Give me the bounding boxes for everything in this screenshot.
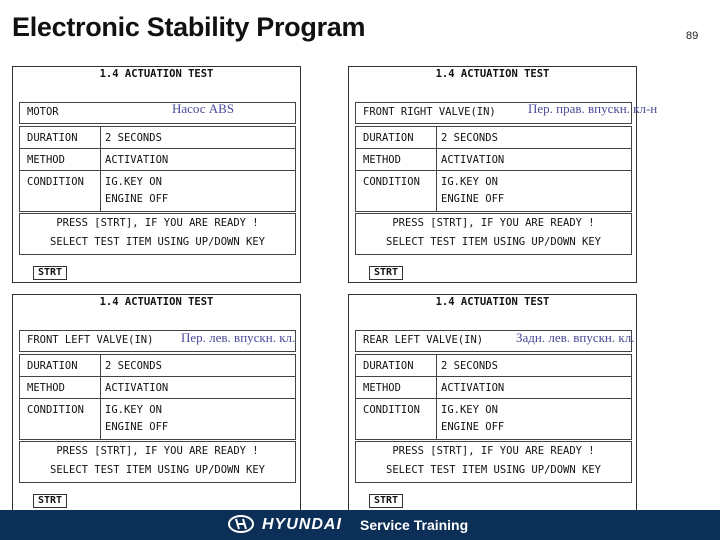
param-value: ACTIVATION bbox=[105, 154, 169, 166]
param-key: CONDITION bbox=[27, 404, 84, 416]
test-parameters-table bbox=[19, 354, 296, 440]
instruction-line-2: SELECT TEST ITEM USING UP/DOWN KEY bbox=[50, 464, 265, 476]
test-parameters-table bbox=[355, 354, 632, 440]
param-value-2: ENGINE OFF bbox=[441, 421, 505, 433]
hyundai-logo-icon bbox=[228, 515, 254, 533]
footer-brand: HYUNDAI bbox=[262, 516, 342, 533]
caption-russian: Задн. лев. впускн. кл. bbox=[516, 330, 635, 345]
param-value: 2 SECONDS bbox=[105, 132, 162, 144]
param-key: METHOD bbox=[363, 154, 401, 166]
param-value: ACTIVATION bbox=[441, 154, 505, 166]
test-item-field[interactable] bbox=[19, 102, 296, 124]
param-key: DURATION bbox=[27, 360, 78, 372]
param-value: 2 SECONDS bbox=[441, 132, 498, 144]
param-key: DURATION bbox=[363, 132, 414, 144]
caption-russian: Пер. лев. впускн. кл. bbox=[181, 330, 296, 345]
instruction-box bbox=[19, 213, 296, 255]
instruction-line-1: PRESS [STRT], IF YOU ARE READY ! bbox=[392, 217, 595, 229]
caption-russian: Пер. прав. впускн. кл-н bbox=[528, 101, 658, 116]
page-title: Electronic Stability Program bbox=[12, 12, 366, 42]
table-row bbox=[356, 127, 631, 149]
param-key: CONDITION bbox=[363, 176, 420, 188]
param-value: IG.KEY ON bbox=[105, 404, 162, 416]
table-row bbox=[356, 149, 631, 171]
param-key: DURATION bbox=[363, 360, 414, 372]
param-key: METHOD bbox=[363, 382, 401, 394]
table-row bbox=[356, 377, 631, 399]
param-value-2: ENGINE OFF bbox=[105, 421, 169, 433]
page-number: 89 bbox=[686, 30, 699, 42]
param-value: IG.KEY ON bbox=[105, 176, 162, 188]
table-row bbox=[20, 127, 295, 149]
instruction-line-2: SELECT TEST ITEM USING UP/DOWN KEY bbox=[50, 236, 265, 248]
table-row bbox=[20, 149, 295, 171]
test-item-label: REAR LEFT VALVE(IN) bbox=[363, 334, 484, 346]
table-row bbox=[20, 399, 295, 439]
test-item-label: FRONT RIGHT VALVE(IN) bbox=[363, 106, 496, 118]
param-value: IG.KEY ON bbox=[441, 404, 498, 416]
start-button[interactable]: STRT bbox=[33, 266, 67, 280]
table-row bbox=[356, 399, 631, 439]
panel-heading: 1.4 ACTUATION TEST bbox=[435, 296, 550, 308]
test-parameters-table bbox=[355, 126, 632, 212]
actuation-test-panel-front-left bbox=[12, 294, 301, 511]
param-value: ACTIVATION bbox=[441, 382, 505, 394]
table-row bbox=[20, 377, 295, 399]
param-key: METHOD bbox=[27, 154, 65, 166]
actuation-test-panel-motor bbox=[12, 66, 301, 283]
start-button[interactable]: STRT bbox=[369, 494, 403, 508]
instruction-line-1: PRESS [STRT], IF YOU ARE READY ! bbox=[392, 445, 595, 457]
actuation-test-panel-rear-left bbox=[348, 294, 637, 511]
test-parameters-table bbox=[19, 126, 296, 212]
caption-russian: Насос ABS bbox=[172, 101, 235, 116]
param-value: IG.KEY ON bbox=[441, 176, 498, 188]
param-key: DURATION bbox=[27, 132, 78, 144]
start-button[interactable]: STRT bbox=[369, 266, 403, 280]
param-value: 2 SECONDS bbox=[441, 360, 498, 372]
param-value: 2 SECONDS bbox=[105, 360, 162, 372]
instruction-line-2: SELECT TEST ITEM USING UP/DOWN KEY bbox=[386, 464, 601, 476]
table-row bbox=[356, 355, 631, 377]
param-key: METHOD bbox=[27, 382, 65, 394]
param-value-2: ENGINE OFF bbox=[105, 193, 169, 205]
param-value: ACTIVATION bbox=[105, 382, 169, 394]
test-item-label: FRONT LEFT VALVE(IN) bbox=[27, 334, 154, 346]
instruction-box bbox=[355, 441, 632, 483]
panel-heading: 1.4 ACTUATION TEST bbox=[99, 68, 214, 80]
table-row bbox=[20, 171, 295, 211]
instruction-line-2: SELECT TEST ITEM USING UP/DOWN KEY bbox=[386, 236, 601, 248]
panel-heading: 1.4 ACTUATION TEST bbox=[435, 68, 550, 80]
table-row bbox=[356, 171, 631, 211]
table-row bbox=[20, 355, 295, 377]
instruction-box bbox=[19, 441, 296, 483]
footer-bar bbox=[0, 510, 720, 540]
test-item-label: MOTOR bbox=[27, 106, 59, 118]
actuation-test-panel-front-right bbox=[348, 66, 637, 283]
param-key: CONDITION bbox=[363, 404, 420, 416]
param-value-2: ENGINE OFF bbox=[441, 193, 505, 205]
instruction-box bbox=[355, 213, 632, 255]
param-key: CONDITION bbox=[27, 176, 84, 188]
start-button[interactable]: STRT bbox=[33, 494, 67, 508]
panel-heading: 1.4 ACTUATION TEST bbox=[99, 296, 214, 308]
footer-service: Service Training bbox=[360, 517, 469, 533]
instruction-line-1: PRESS [STRT], IF YOU ARE READY ! bbox=[56, 217, 259, 229]
instruction-line-1: PRESS [STRT], IF YOU ARE READY ! bbox=[56, 445, 259, 457]
